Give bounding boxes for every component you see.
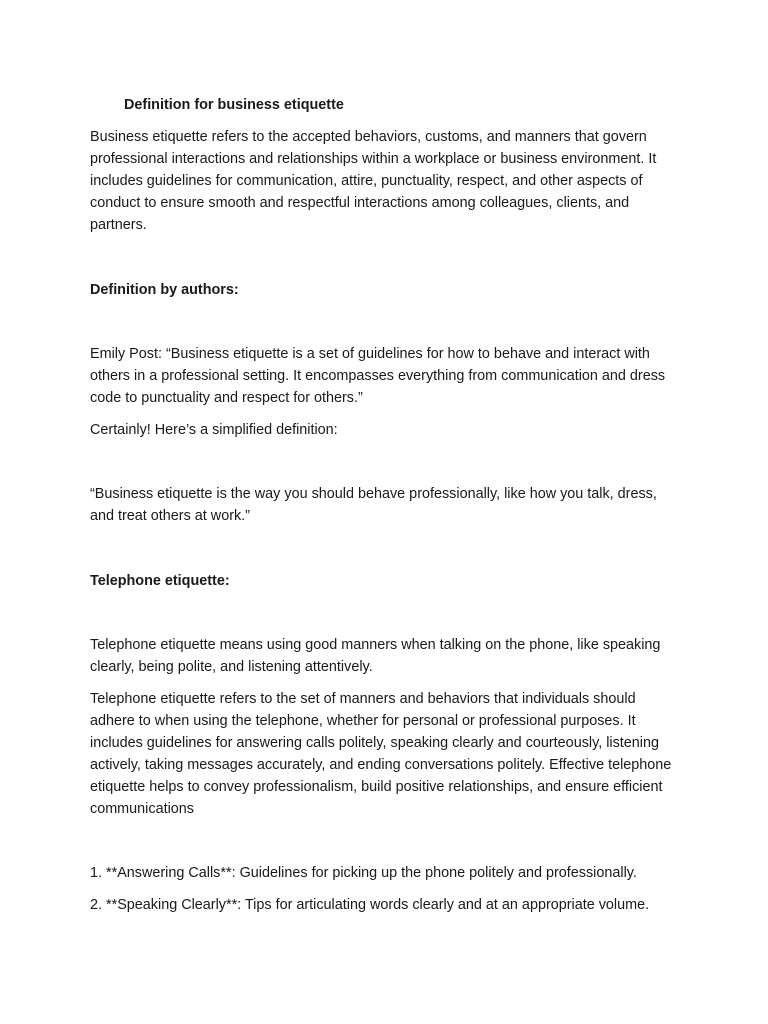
telephone-heading: Telephone etiquette: (90, 573, 230, 589)
emily-post-quote: Emily Post: “Business etiquette is a set of guidelines for how to behave and interact with others in a professional setting. It encompasses everything from communication and dress code to punctuality and respect for others.” (90, 346, 666, 406)
page-title: Definition for business etiquette (124, 97, 344, 113)
authors-heading: Definition by authors: (90, 282, 239, 298)
document-body (90, 94, 682, 916)
telephone-simple-definition: Telephone etiquette means using good manners when talking on the phone, like speaking clearly, being polite, and listening attentively. (90, 637, 661, 675)
telephone-detailed-definition: Telephone etiquette refers to the set of manners and behaviors that individuals should adhere to when using the telephone, whether for personal or professional purposes. It includes guidelines for answering calls politely, speaking clearly and courteously, listening actively, taking messages accurately, and ending conversations politely. Effective telephone etiquette helps to convey professionalism, build positive relationships, and ensure efficient communications (90, 691, 672, 817)
simplified-intro: Certainly! Here’s a simplified definition: (90, 422, 338, 438)
simplified-definition: “Business etiquette is the way you should behave professionally, like how you talk, dress, and treat others at work.” (90, 486, 657, 524)
list-item: 1. **Answering Calls**: Guidelines for picking up the phone politely and professionally. (90, 865, 637, 881)
list-item: 2. **Speaking Clearly**: Tips for articulating words clearly and at an appropriate volume. (90, 897, 650, 913)
intro-paragraph: Business etiquette refers to the accepted behaviors, customs, and manners that govern professional interactions and relationships within a workplace or business environment. It includes guidelines for communication, attire, punctuality, respect, and other aspects of conduct to ensure smooth and respectful interactions among colleagues, clients, and partners. (90, 129, 657, 233)
